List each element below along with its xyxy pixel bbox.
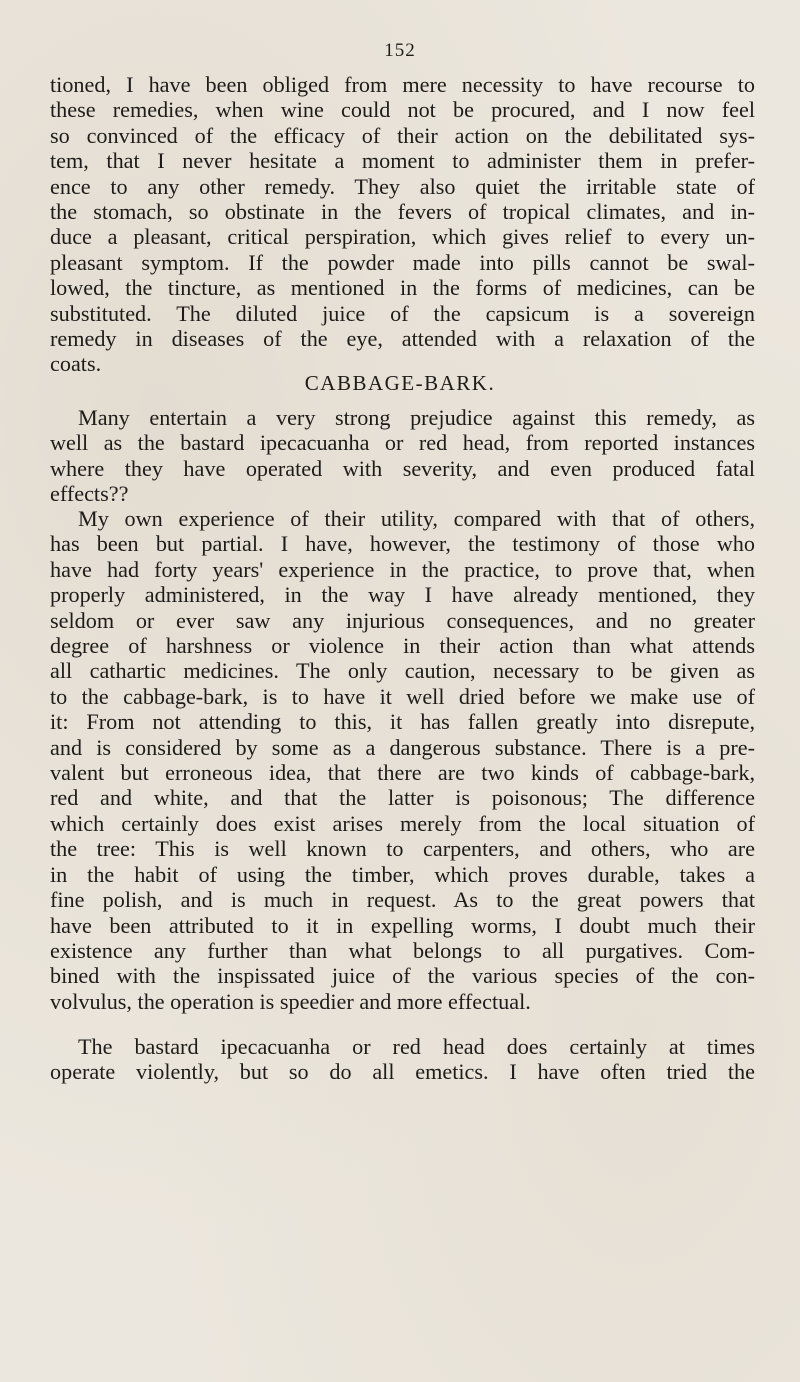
text-line: operate violently, but so do all emetics. I have often tried the — [50, 1059, 755, 1085]
text-line: in the habit of using the timber, which proves durable, takes a — [50, 861, 755, 887]
text-line: and is considered by some as a dangerous substance. There is a pre- — [50, 734, 755, 760]
text-line: ence to any other remedy. They also quiet the irritable state of — [50, 173, 755, 199]
page-number: 152 — [384, 40, 416, 61]
text-line: which certainly does exist arises merely from the local situation of — [50, 810, 755, 836]
text-line: volvulus, the operation is speedier and more effectual. — [50, 988, 531, 1014]
text-line: My own experience of their utility, compared with that of others, — [78, 506, 755, 531]
text-line: pleasant symptom. If the powder made into pills cannot be swal- — [50, 249, 755, 275]
text-line: tioned, I have been obliged from mere necessity to have recourse to — [50, 72, 755, 97]
text-line: fine polish, and is much in request. As to the great powers that — [50, 887, 755, 913]
text-line: bined with the inspissated juice of the various species of the con- — [50, 963, 755, 989]
text-line: lowed, the tincture, as mentioned in the forms of medicines, can be — [50, 275, 755, 301]
paragraph-2 — [50, 405, 755, 507]
text-line: Many entertain a very strong prejudice against this remedy, as — [78, 405, 755, 430]
paragraph-1 — [50, 72, 755, 377]
text-line: the stomach, so obstinate in the fevers of tropical climates, and in- — [50, 199, 755, 225]
text-line: so convinced of the efficacy of their action on the debilitated sys- — [50, 122, 755, 148]
paragraph-3 — [50, 506, 755, 1014]
text-line: have had forty years' experience in the practice, to prove that, when — [50, 556, 755, 582]
text-line: remedy in diseases of the eye, attended with a relaxation of the — [50, 326, 755, 352]
text-line: properly administered, in the way I have already mentioned, they — [50, 582, 755, 608]
text-line: to the cabbage-bark, is to have it well dried before we make use of — [50, 683, 755, 709]
text-line: duce a pleasant, critical perspiration, which gives relief to every un- — [50, 224, 755, 250]
text-line: have been attributed to it in expelling worms, I doubt much their — [50, 912, 755, 938]
section-heading: CABBAGE-BARK. — [304, 371, 496, 395]
text-line: has been but partial. I have, however, the testimony of those who — [50, 531, 755, 557]
text-line: well as the bastard ipecacuanha or red head, from reported instances — [50, 430, 755, 456]
text-line: effects?? — [50, 481, 129, 507]
text-line: existence any further than what belongs to all purgatives. Com- — [50, 937, 755, 963]
text-line: valent but erroneous idea, that there are two kinds of cabbage-bark, — [50, 760, 755, 786]
text-line: all cathartic medicines. The only caution, necessary to be given as — [50, 658, 755, 684]
text-line: it: From not attending to this, it has fallen greatly into disrepute, — [50, 709, 755, 735]
text-line: coats. — [50, 351, 102, 377]
paragraph-4 — [50, 1034, 755, 1085]
text-line: tem, that I never hesitate a moment to administer them in prefer- — [50, 148, 755, 174]
text-line: seldom or ever saw any injurious consequences, and no greater — [50, 607, 755, 633]
text-line: where they have operated with severity, and even produced fatal — [50, 455, 755, 481]
text-line: the tree: This is well known to carpenters, and others, who are — [50, 836, 755, 862]
text-line: these remedies, when wine could not be procured, and I now feel — [50, 97, 755, 123]
text-line: substituted. The diluted juice of the capsicum is a sovereign — [50, 300, 755, 326]
text-line: The bastard ipecacuanha or red head does certainly at times — [78, 1034, 755, 1059]
text-line: degree of harshness or violence in their action than what attends — [50, 633, 755, 659]
text-line: red and white, and that the latter is poisonous; The difference — [50, 785, 755, 811]
